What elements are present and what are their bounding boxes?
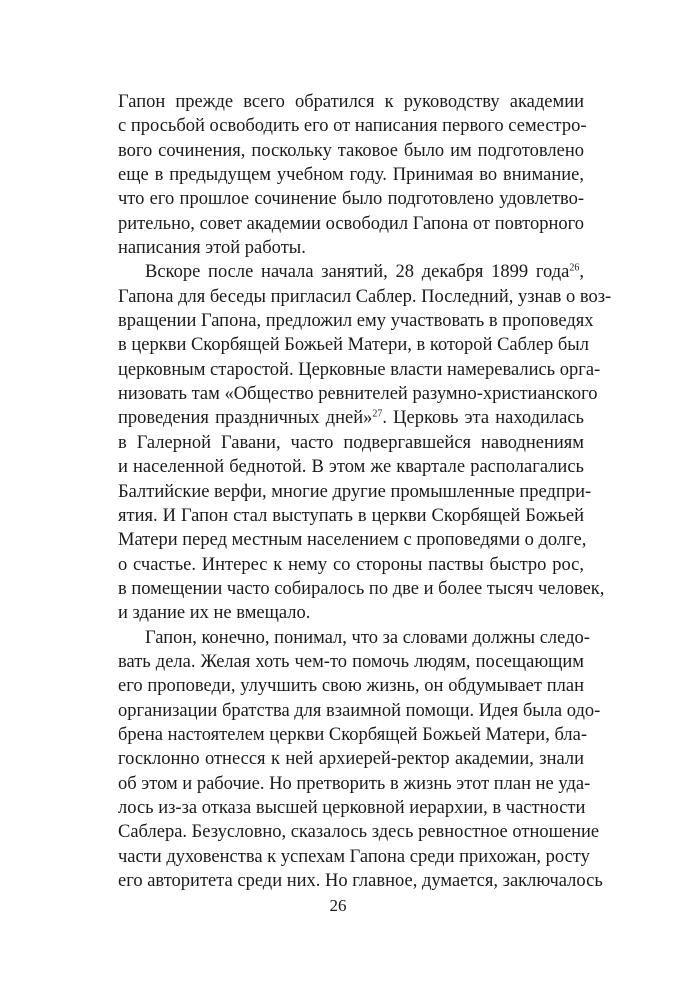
text-line: написания этой работы. xyxy=(118,238,306,259)
text-line: в помещении часто собиралось по две и более тысяч человек, xyxy=(118,578,605,599)
line-text: Вскоре после начала занятий, 28 декабря 1899 года xyxy=(145,262,570,283)
text-line: Балтийские верфи, многие другие промышленные предпри- xyxy=(118,481,592,502)
text-line: госклонно отнесся к ней архиерей-ректор академии, знали xyxy=(118,749,584,770)
text-line: Вскоре после начала занятий, 28 декабря 1899 года$^{26}$, xyxy=(145,262,584,283)
text-line: низовать там «Общество ревнителей разумно-христианского xyxy=(118,384,598,405)
text-line: Гапон, конечно, понимал, что за словами должны следо- xyxy=(145,627,590,648)
text-line: брена настоятелем церкви Скорбящей Божьей Матери, бла- xyxy=(118,724,587,745)
text-line: рительно, совет академии освободил Гапона от повторного xyxy=(118,213,584,234)
line-text: проведения праздничных дней» xyxy=(118,408,373,429)
text-line: Гапон прежде всего обратился к руководству академии xyxy=(118,92,584,112)
footnote-ref: 27 xyxy=(372,408,383,420)
text-line: вращении Гапона, предложил ему участвовать в проповедях xyxy=(118,311,594,332)
text-line: его проповеди, улучшить свою жизнь, он обдумывает план xyxy=(118,676,584,697)
text-line: что его прошлое сочинение было подготовлено удовлетво- xyxy=(118,189,584,210)
paragraph-1 xyxy=(118,90,587,260)
text-line: Саблера. Безусловно, сказалось здесь ревностное отношение xyxy=(118,822,600,843)
page-number: 26 xyxy=(329,896,347,915)
text-line: еще в предыдущем учебном году. Принимая во внимание, xyxy=(118,165,584,186)
text-line: с просьбой освободить его от написания первого семестро- xyxy=(118,116,587,137)
text-line: в Галерной Гавани, часто подвергавшейся наводнениям xyxy=(118,432,584,453)
text-line: и населенной беднотой. В этом же квартале располагались xyxy=(118,457,584,478)
text-line: в церкви Скорбящей Божьей Матери, в которой Саблер был xyxy=(118,335,589,356)
text-line: церковным старостой. Церковные власти намеревались орга- xyxy=(118,359,601,380)
text-line: о счастье. Интерес к нему со стороны паствы быстро рос, xyxy=(118,554,584,575)
text-line: вого сочинения, поскольку таковое было им подготовлено xyxy=(118,140,584,161)
text-line: об этом и рабочие. Но претворить в жизнь этот план не уда- xyxy=(118,773,591,794)
text-line xyxy=(118,406,584,430)
footnote-ref: 26 xyxy=(569,262,580,274)
text-line: Гапона для беседы пригласил Саблер. Последний, узнав о воз- xyxy=(118,286,612,307)
text-line: лось из-за отказа высшей церковной иерархии, в частности xyxy=(118,797,586,818)
page-body xyxy=(118,90,612,893)
text-line: Матери перед местным населением с проповедями о долге, xyxy=(118,530,587,551)
paragraph-3 xyxy=(118,626,603,894)
text-line: организации братства для взаимной помощи. Идея была одо- xyxy=(118,700,601,721)
text-line: и здание их не вмещало. xyxy=(118,603,311,624)
text-line: его авторитета среди них. Но главное, думается, заключалось xyxy=(118,871,603,891)
paragraph-2 xyxy=(118,260,612,625)
text-line: вать дела. Желая хоть чем-то помочь людям, посещающим xyxy=(118,651,584,672)
text-line: части духовенства к успехам Гапона среди прихожан, росту xyxy=(118,846,590,867)
text-line: ятия. И Гапон стал выступать в церкви Скорбящей Божьей xyxy=(118,505,584,526)
line-text: . Церковь эта находилась xyxy=(382,408,584,429)
